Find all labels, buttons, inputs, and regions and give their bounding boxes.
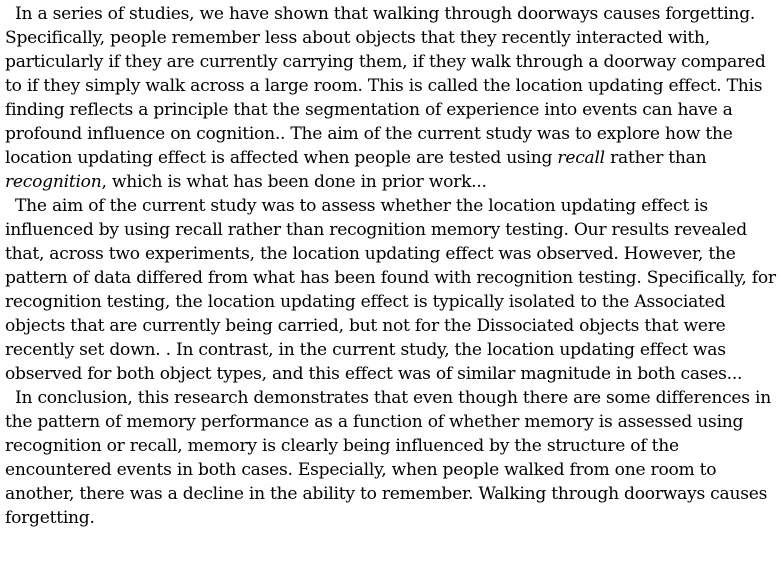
paragraph-1-text-1: In a series of studies, we have shown that walking through doorways causes forgetting. Specifically, people remember less about objects that they recently interacted with, particularly if they are currently carrying them, if they walk through a doorway compared to if they simply walk across a large room. This is called the location updating effect. This finding reflects a principle that the segmentation of experience into events can have a profound influence on cognition.. The aim of the current study was to explore how the location updating effect is affected when people are tested using: [5, 4, 766, 168]
paragraph-3-text: In conclusion, this research demonstrates that even though there are some differences in the pattern of memory performance as a function of whether memory is assessed using recognition or recall, memory is clearly being influenced by the structure of the encountered events in both cases. Especially, when people walked from one room to another, there was a decline in the ability to remember. Walking through doorways causes forgetting.: [5, 388, 771, 528]
paragraph-1-text-2: rather than: [604, 148, 707, 168]
paragraph-2: [5, 194, 777, 386]
paragraph-1: [5, 2, 777, 194]
paragraph-1-text-3: , which is what has been done in prior work...: [101, 172, 487, 192]
paragraph-2-text: The aim of the current study was to assess whether the location updating effect is influenced by using recall rather than recognition memory testing. Our results revealed that, across two experiments, the location updating effect was observed. However, the pattern of data differed from what has been found with recognition testing. Specifically, for recognition testing, the location updating effect is typically isolated to the Associated objects that are currently being carried, but not for the Dissociated objects that were recently set down. . In contrast, in the current study, the location updating effect was observed for both object types, and this effect was of similar magnitude in both cases...: [5, 196, 776, 384]
paragraph-1-emphasis-recall: recall: [557, 148, 605, 168]
paragraph-1-emphasis-recognition: recognition: [5, 172, 102, 192]
paragraph-3: [5, 386, 777, 530]
